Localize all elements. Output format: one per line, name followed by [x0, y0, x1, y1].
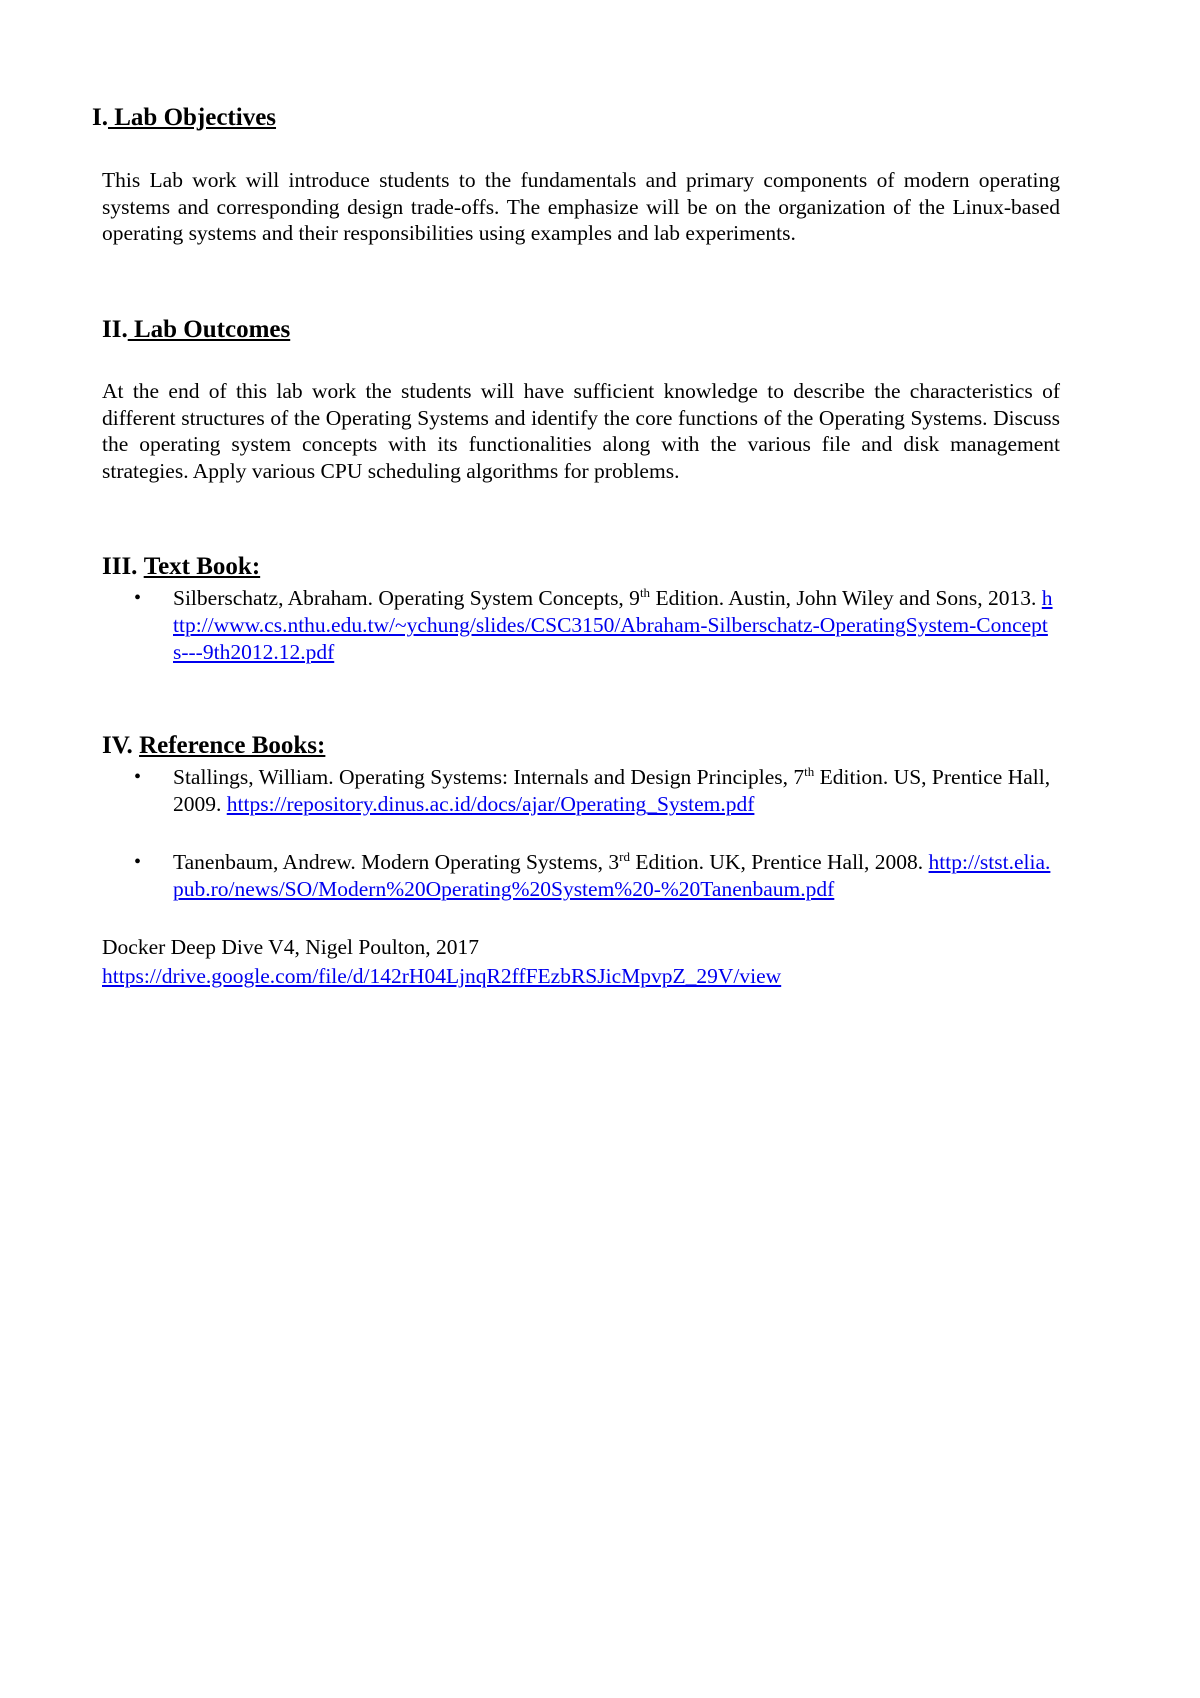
docker-reference-text: Docker Deep Dive V4, Nigel Poulton, 2017 [102, 935, 479, 959]
text-book-title: Text Book: [143, 553, 261, 580]
lab-outcomes-body: At the end of this lab work the students will have sufficient knowledge to describe the characteristics of different structures of the Operating Systems and identify the core functions of the Operating Systems. Discuss the operating system concepts with its functionalities along with the various file and disk management strategies. Apply various CPU scheduling algorithms for problems. [102, 379, 1060, 483]
bullet-icon: • [134, 766, 142, 788]
lab-outcomes-heading [102, 315, 290, 345]
bullet-icon: • [134, 851, 142, 873]
reference-books-heading [102, 731, 325, 761]
lab-outcomes-number: II. [102, 316, 128, 343]
text-book-list [134, 585, 1054, 666]
reference-books-title: Reference Books: [139, 732, 326, 759]
text-book-number: III. [102, 553, 138, 580]
list-item: • Silberschatz, Abraham. Operating System Concepts, 9th Edition. Austin, John Wiley and Sons, 2013. http://www.cs.nthu.edu.tw/~ychung/slides/CSC3150/Abraham-Silberschatz-OperatingSystem-Concepts---9th2012.12.pdf [134, 584, 1053, 664]
lab-objectives-number: I. [92, 104, 108, 131]
list-item: • Tanenbaum, Andrew. Modern Operating Systems, 3rd Edition. UK, Prentice Hall, 2008. http://stst.elia.pub.ro/news/SO/Modern%20Operating%20System%20-%20Tanenbaum.pdf [134, 848, 1051, 901]
text-book-heading [102, 552, 260, 582]
tanenbaum-link[interactable]: http://stst.elia.pub.ro/news/SO/Modern%20Operating%20System%20-%20Tanenbaum.pdf [173, 850, 1051, 901]
lab-objectives-heading [92, 103, 276, 133]
lab-outcomes-title: Lab Outcomes [127, 316, 291, 343]
list-item: • Stallings, William. Operating Systems: Internals and Design Principles, 7th Edition. US, Prentice Hall, 2009. https://repository.dinus.ac.id/docs/ajar/Operating_System.pdf [134, 763, 1051, 816]
docker-reference-link-row [102, 962, 781, 990]
lab-objectives-body: This Lab work will introduce students to the fundamentals and primary components of modern operating systems and corresponding design trade-offs. The emphasize will be on the organization of the Linux-based operating systems and their responsibilities using examples and lab experiments. [102, 168, 1060, 245]
reference-books-list [134, 764, 1054, 903]
bullet-icon: • [134, 587, 142, 609]
reference-books-number: IV. [102, 732, 133, 759]
lab-objectives-title: Lab Objectives [107, 104, 277, 131]
silberschatz-link[interactable]: http://www.cs.nthu.edu.tw/~ychung/slides/CSC3150/Abraham-Silberschatz-OperatingSystem-Concepts---9th2012.12.pdf [173, 586, 1053, 664]
docker-link[interactable]: https://drive.google.com/file/d/142rH04LjnqR2ffFEzbRSJicMpvpZ_29V/view [102, 964, 782, 988]
stallings-link[interactable]: https://repository.dinus.ac.id/docs/ajar/Operating_System.pdf [226, 792, 755, 816]
